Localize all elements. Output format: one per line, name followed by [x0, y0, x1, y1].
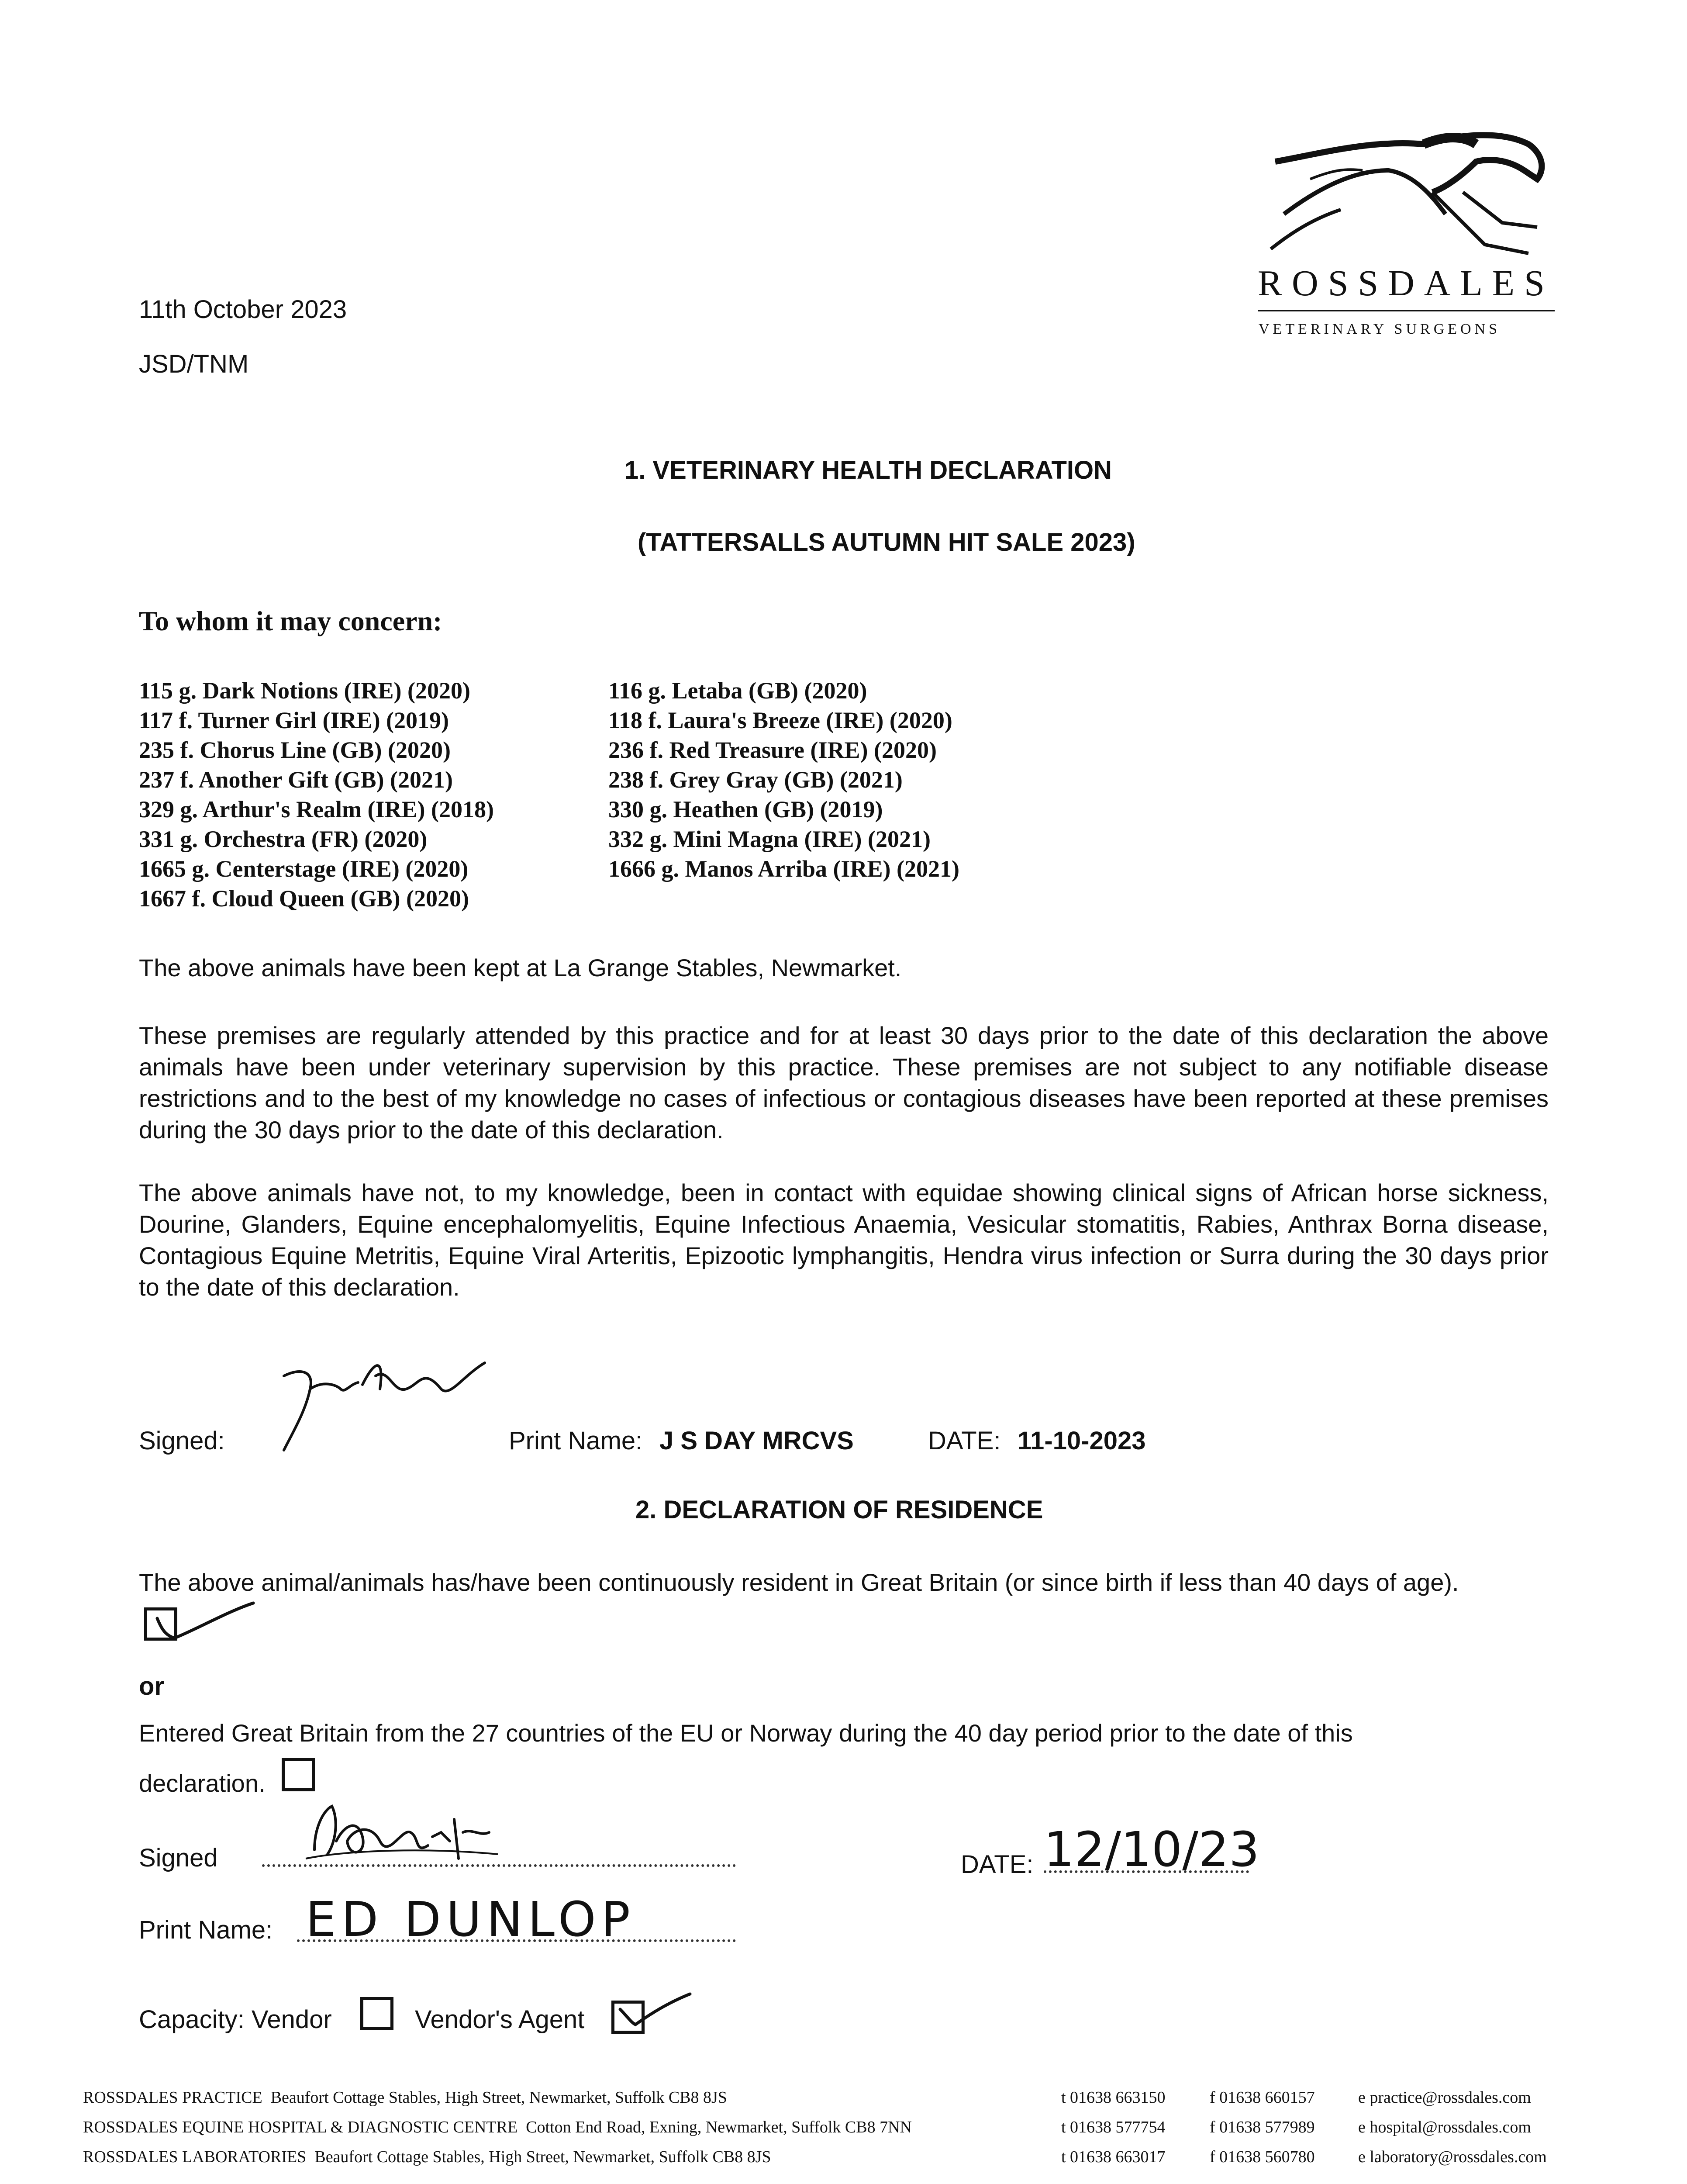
residence-option-continuous: The above animal/animals has/have been continuously resident in Great Britain (or since birth if less than 40 days of age). — [139, 1569, 1459, 1596]
footer-tel: t 01638 663150 — [1061, 2088, 1166, 2107]
lot-item: 1666 g. Manos Arriba (IRE) (2021) — [608, 856, 959, 882]
vet-date-label: DATE: — [928, 1427, 1001, 1455]
lot-item: 116 g. Letaba (GB) (2020) — [608, 677, 867, 704]
footer-address: Beaufort Cottage Stables, High Street, Newmarket, Suffolk CB8 8JS — [270, 2088, 727, 2107]
residence-option-entered-cont: declaration. — [139, 1769, 266, 1797]
footer-email: e laboratory@rossdales.com — [1358, 2148, 1547, 2166]
footer-fax: f 01638 577989 — [1210, 2118, 1315, 2136]
footer-org: ROSSDALES EQUINE HOSPITAL & DIAGNOSTIC CENTRE — [83, 2118, 518, 2136]
section2-heading: 2. DECLARATION OF RESIDENCE — [635, 1496, 1043, 1524]
footer-row — [83, 2147, 771, 2167]
lot-item: 238 f. Grey Gray (GB) (2021) — [608, 767, 903, 793]
footer-tel: t 01638 577754 — [1061, 2118, 1166, 2136]
vet-date: 11-10-2023 — [1018, 1427, 1146, 1455]
salutation: To whom it may concern: — [139, 605, 442, 636]
logo-divider — [1258, 310, 1555, 311]
agent-print-name-line — [297, 1939, 736, 1942]
footer-tel: t 01638 663017 — [1061, 2148, 1166, 2166]
vet-print-name-label: Print Name: — [509, 1427, 643, 1455]
lot-item: 236 f. Red Treasure (IRE) (2020) — [608, 737, 937, 763]
kept-at-paragraph: The above animals have been kept at La Grange Stables, Newmarket. — [139, 954, 902, 981]
agent-signature — [297, 1793, 502, 1867]
lot-item: 331 g. Orchestra (FR) (2020) — [139, 826, 428, 852]
rossdales-logo — [1258, 127, 1563, 354]
lot-item: 237 f. Another Gift (GB) (2021) — [139, 767, 453, 793]
footer-fax: f 01638 560780 — [1210, 2148, 1315, 2166]
lot-item: 117 f. Turner Girl (IRE) (2019) — [139, 707, 449, 733]
lot-item: 115 g. Dark Notions (IRE) (2020) — [139, 677, 471, 704]
premises-paragraph: These premises are regularly attended by this practice and for at least 30 days prior to the date of this declaration the above animals have been under veterinary supervision by this practice. These premises are not subject to any notifiable disease restrictions and to the best of my knowledge no cases of infectious or contagious diseases have been reported at these premises during the 30 days prior to the date of this declaration. — [139, 1022, 1549, 1144]
vendor-checkbox[interactable] — [360, 1997, 393, 2030]
agent-print-name-handwritten: ED DUNLOP — [306, 1891, 635, 1947]
footer-row — [83, 2088, 727, 2107]
vet-signature — [275, 1350, 502, 1463]
section1-subheading: (TATTERSALLS AUTUMN HIT SALE 2023) — [638, 528, 1135, 556]
agent-signed-label: Signed — [139, 1844, 218, 1872]
contact-paragraph: The above animals have not, to my knowledge, been in contact with equidae showing clinical signs of African horse sickness, Dourine, Glanders, Equine encephalomyelitis, Equine Infectious Anaemia, Vesicular stomatitis, Rabies, Anthrax Borna disease, Contagious Equine Metritis, Equine Viral Arteritis, Epizootic lymphangitis, Hendra virus infection or Surra during the 30 days prior to the date of this declaration. — [139, 1179, 1549, 1301]
vendors-agent-label: Vendor's Agent — [415, 2005, 585, 2034]
footer-email: e practice@rossdales.com — [1358, 2088, 1531, 2107]
entered-gb-checkbox[interactable] — [282, 1758, 315, 1791]
capacity-label: Capacity: Vendor — [139, 2005, 332, 2034]
agent-date-label: DATE: — [961, 1850, 1034, 1879]
agent-print-name-label: Print Name: — [139, 1916, 273, 1944]
footer-org: ROSSDALES PRACTICE — [83, 2088, 262, 2107]
checkmark-icon — [148, 1594, 262, 1651]
letter-ref: JSD/TNM — [139, 350, 249, 378]
footer-address: Cotton End Road, Exning, Newmarket, Suffolk CB8 7NN — [526, 2118, 912, 2136]
footer-fax: f 01638 660157 — [1210, 2088, 1315, 2107]
logo-name: ROSSDALES — [1258, 263, 1554, 304]
vet-signed-label: Signed: — [139, 1427, 225, 1455]
lot-item: 235 f. Chorus Line (GB) (2020) — [139, 737, 451, 763]
footer-org: ROSSDALES LABORATORIES — [83, 2148, 307, 2166]
agent-date-handwritten: 12/10/23 — [1044, 1821, 1260, 1877]
lot-item: 330 g. Heathen (GB) (2019) — [608, 796, 883, 822]
lot-item: 1667 f. Cloud Queen (GB) (2020) — [139, 885, 469, 912]
footer-email: e hospital@rossdales.com — [1358, 2118, 1531, 2136]
checkmark-icon — [616, 1987, 694, 2035]
footer-address: Beaufort Cottage Stables, High Street, Newmarket, Suffolk CB8 8JS — [314, 2148, 771, 2166]
lot-item: 1665 g. Centerstage (IRE) (2020) — [139, 856, 469, 882]
logo-subtitle: VETERINARY SURGEONS — [1259, 321, 1501, 337]
lot-item: 332 g. Mini Magna (IRE) (2021) — [608, 826, 931, 852]
or-label: or — [139, 1672, 164, 1700]
agent-date-line — [1044, 1870, 1249, 1873]
section1-heading: 1. VETERINARY HEALTH DECLARATION — [624, 456, 1112, 484]
horse-logo-icon — [1258, 127, 1563, 271]
footer-row — [83, 2118, 912, 2137]
vet-print-name: J S DAY MRCVS — [659, 1427, 854, 1455]
lot-item: 329 g. Arthur's Realm (IRE) (2018) — [139, 796, 494, 822]
letter-date: 11th October 2023 — [139, 295, 347, 324]
lot-item: 118 f. Laura's Breeze (IRE) (2020) — [608, 707, 952, 733]
residence-option-entered: Entered Great Britain from the 27 countries of the EU or Norway during the 40 day period prior to the date of this — [139, 1719, 1353, 1747]
